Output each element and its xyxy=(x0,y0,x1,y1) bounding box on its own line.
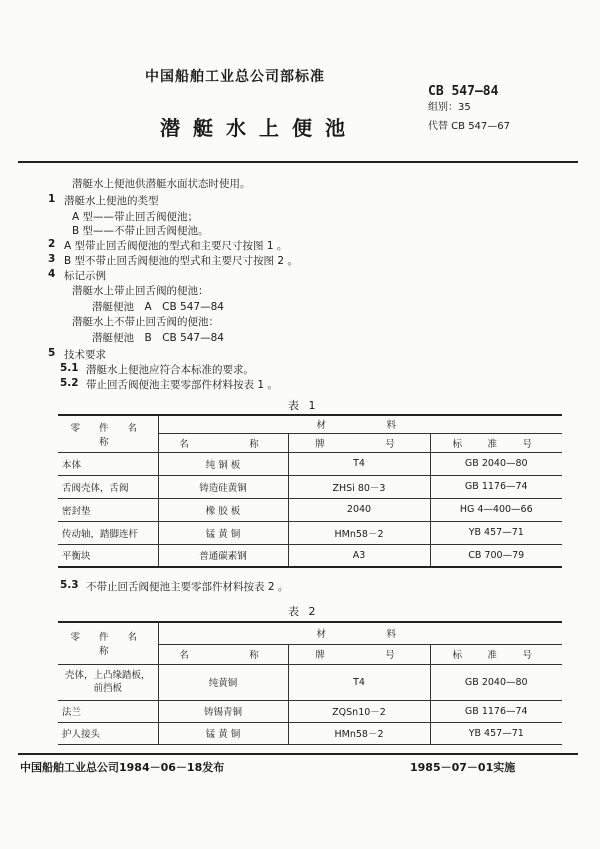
section-4-number: 4 xyxy=(48,268,56,280)
table-2-header-material: 材 料 xyxy=(158,622,562,644)
table-1-caption: 表 1 xyxy=(288,399,319,412)
type-b-text: B 型——不带止回舌阀便池。 xyxy=(72,225,209,237)
section-1-title: 潜艇水上便池的类型 xyxy=(64,195,159,207)
section-5-1-text: 潜艇水上便池应符合本标准的要求。 xyxy=(86,364,254,376)
standard-cell: YB 457—71 xyxy=(430,521,562,544)
material-name-cell: 纯 铜 板 xyxy=(158,452,288,475)
section-4-title: 标记示例 xyxy=(64,270,106,282)
standard-code: CB 547—84 xyxy=(428,84,499,99)
part-cell: 密封垫 xyxy=(58,498,158,521)
table-1-header-part: 零 件 名 称 xyxy=(58,415,158,452)
part-cell: 本体 xyxy=(58,452,158,475)
section-5-number: 5 xyxy=(48,347,56,359)
intro-text: 潜艇水上便池供潜艇水面状态时使用。 xyxy=(72,178,251,190)
materials-table-1 xyxy=(58,414,562,568)
material-name-cell: 纯黄铜 xyxy=(158,664,288,700)
header-rule xyxy=(18,161,578,163)
section-3-number: 3 xyxy=(48,253,56,265)
standard-cell: YB 457—71 xyxy=(430,722,562,744)
marking-example-2-desc: 潜艇水上不带止回舌阀的便池： xyxy=(72,316,219,328)
grade-cell: 2040 xyxy=(288,498,430,521)
replaces-standard: 代替 CB 547—67 xyxy=(428,121,511,132)
part-cell: 护人接头 xyxy=(58,722,158,744)
standard-cell: HG 4—400—66 xyxy=(430,498,562,521)
table-1-header-grade: 牌 号 xyxy=(288,433,430,452)
issue-date: 中国船舶工业总公司1984－06－18发布 xyxy=(20,761,225,774)
marking-example-1-desc: 潜艇水上带止回舌阀的便池： xyxy=(72,285,209,297)
part-cell: 传动轴，踏脚连杆 xyxy=(58,521,158,544)
section-5-3-text: 不带止回舌阀便池主要零部件材料按表 2 。 xyxy=(86,581,289,593)
part-cell: 舌阀壳体，舌阀 xyxy=(58,475,158,498)
table-1-header-name: 名 称 xyxy=(158,433,288,452)
section-2-text: A 型带止回舌阀便池的型式和主要尺寸按图 1 。 xyxy=(64,240,288,252)
standard-group: 组别：35 xyxy=(428,102,471,113)
type-a-text: A 型——带止回舌阀便池； xyxy=(72,211,199,223)
part-cell: 平衡块 xyxy=(58,544,158,567)
material-name-cell: 铸造硅黄铜 xyxy=(158,475,288,498)
document-title: 潜艇水上便池 xyxy=(160,116,358,140)
table-row xyxy=(58,722,562,744)
table-row xyxy=(58,521,562,544)
standard-cell: GB 1176—74 xyxy=(430,700,562,722)
table-1-header-material: 材 料 xyxy=(158,415,562,433)
issuing-organization: 中国船舶工业总公司部标准 xyxy=(145,69,325,85)
marking-example-2: 潜艇便池 B CB 547—84 xyxy=(92,332,224,344)
section-3-text: B 型不带止回舌阀便池的型式和主要尺寸按图 2 。 xyxy=(64,255,298,267)
standard-cell: GB 1176—74 xyxy=(430,475,562,498)
materials-table-2 xyxy=(58,621,562,745)
section-5-2-number: 5.2 xyxy=(60,377,79,389)
section-5-2-text: 带止回舌阀便池主要零部件材料按表 1 。 xyxy=(86,379,278,391)
table-row xyxy=(58,664,562,700)
part-cell: 法兰 xyxy=(58,700,158,722)
table-row xyxy=(58,475,562,498)
grade-cell: T4 xyxy=(288,452,430,475)
material-name-cell: 橡 胶 板 xyxy=(158,498,288,521)
table-2-header-part: 零 件 名 称 xyxy=(58,622,158,664)
grade-cell: HMn58－2 xyxy=(288,722,430,744)
grade-cell: T4 xyxy=(288,664,430,700)
table-1-header-standard: 标 准 号 xyxy=(430,433,562,452)
grade-cell: ZQSn10－2 xyxy=(288,700,430,722)
table-2-header-grade: 牌 号 xyxy=(288,644,430,664)
table-row xyxy=(58,498,562,521)
table-2-header-name: 名 称 xyxy=(158,644,288,664)
material-name-cell: 锰 黄 铜 xyxy=(158,722,288,744)
section-1-number: 1 xyxy=(48,193,56,205)
standard-cell: GB 2040—80 xyxy=(430,452,562,475)
section-2-number: 2 xyxy=(48,238,56,250)
standard-cell: GB 2040—80 xyxy=(430,664,562,700)
material-name-cell: 普通碳素钢 xyxy=(158,544,288,567)
table-2-caption: 表 2 xyxy=(288,605,319,618)
section-5-3-number: 5.3 xyxy=(60,579,79,591)
part-cell: 壳体，上凸缘踏板，前挡板 xyxy=(58,664,158,700)
table-row xyxy=(58,700,562,722)
section-5-title: 技术要求 xyxy=(64,349,106,361)
effective-date: 1985－07－01实施 xyxy=(410,761,516,774)
table-row xyxy=(58,544,562,567)
marking-example-1: 潜艇便池 A CB 547—84 xyxy=(92,301,224,313)
footer-rule xyxy=(18,753,578,755)
standard-cell: CB 700—79 xyxy=(430,544,562,567)
material-name-cell: 铸锡青铜 xyxy=(158,700,288,722)
table-row xyxy=(58,452,562,475)
material-name-cell: 锰 黄 铜 xyxy=(158,521,288,544)
grade-cell: HMn58－2 xyxy=(288,521,430,544)
grade-cell: A3 xyxy=(288,544,430,567)
grade-cell: ZHSi 80－3 xyxy=(288,475,430,498)
section-5-1-number: 5.1 xyxy=(60,362,79,374)
table-2-header-standard: 标 准 号 xyxy=(430,644,562,664)
